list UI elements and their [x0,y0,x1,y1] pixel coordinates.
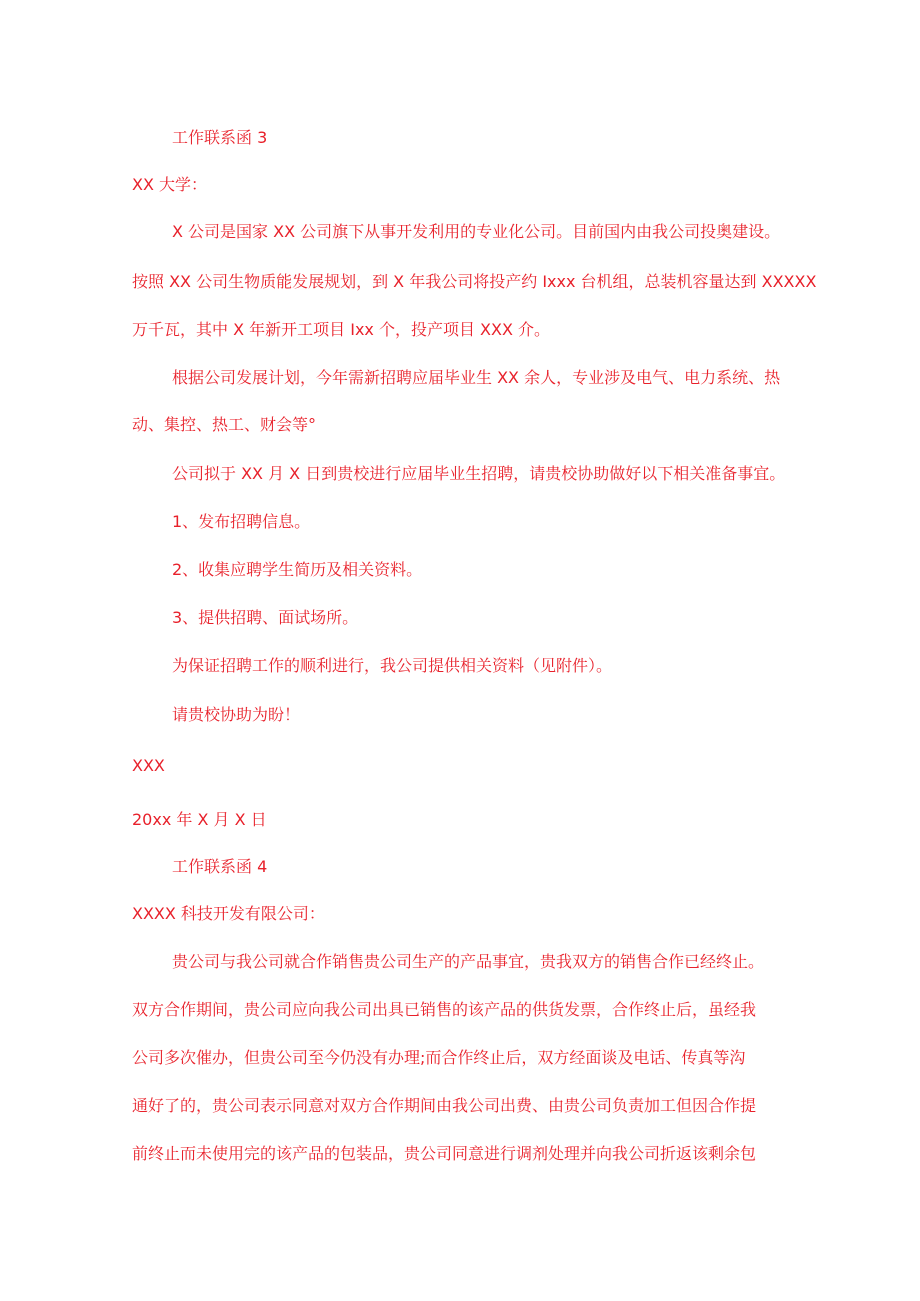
list-item-2: 2、收集应聘学生简历及相关资料。 [172,560,423,579]
letter1-date: 20xx 年 X 月 X 日 [132,810,267,829]
list-item-3: 3、提供招聘、面试场所。 [172,608,359,627]
letter2-para1-line1: 贵公司与我公司就合作销售贵公司生产的产品事宜，贵我双方的销售合作已经终止。 [172,952,765,971]
letter1-para2-line1: 根据公司发展计划，今年需新招聘应届毕业生 XX 余人，专业涉及电气、电力系统、热 [172,368,781,387]
letter2-salutation: XXXX 科技开发有限公司： [132,904,325,923]
letter2-title: 工作联系函 4 [172,857,268,876]
letter1-para4: 为保证招聘工作的顺利进行，我公司提供相关资料（见附件）。 [172,656,613,675]
letter1-title: 工作联系函 3 [172,128,268,147]
letter2-para1-line4: 通好了的，贵公司表示同意对双方合作期间由我公司出费、由贵公司负责加工但因合作提 [132,1096,757,1115]
letter1-para5: 请贵校协助为盼！ [172,705,301,724]
letter1-para2-line2: 动、集控、热工、财会等° [132,415,317,434]
letter1-para1-line1: X 公司是国家 XX 公司旗下从事开发利用的专业化公司。目前国内由我公司投奥建设。 [172,222,781,241]
letter1-para1-line3: 万千瓦，其中 X 年新开工项目 Ixx 个，投产项目 XXX 介。 [132,320,551,339]
letter2-para1-line5: 前终止而未使用完的该产品的包装品，贵公司同意进行调剂处理并向我公司折返该剩余包 [132,1144,757,1163]
list-item-1: 1、发布招聘信息。 [172,512,311,531]
letter2-para1-line2: 双方合作期间，贵公司应向我公司出具已销售的该产品的供货发票，合作终止后，虽经我 [132,1000,757,1019]
letter1-salutation: XX 大学： [132,175,208,194]
letter1-signature: XXX [132,756,165,775]
letter1-para3: 公司拟于 XX 月 X 日到贵校进行应届毕业生招聘，请贵校协助做好以下相关准备事宜。 [172,464,786,483]
letter2-para1-line3: 公司多次催办，但贵公司至今仍没有办理;而合作终止后，双方经面谈及电话、传真等沟 [132,1048,746,1067]
letter1-para1-line2: 按照 XX 公司生物质能发展规划，到 X 年我公司将投产约 Ixxx 台机组，总装机容量达到 XXXXX [132,272,817,291]
